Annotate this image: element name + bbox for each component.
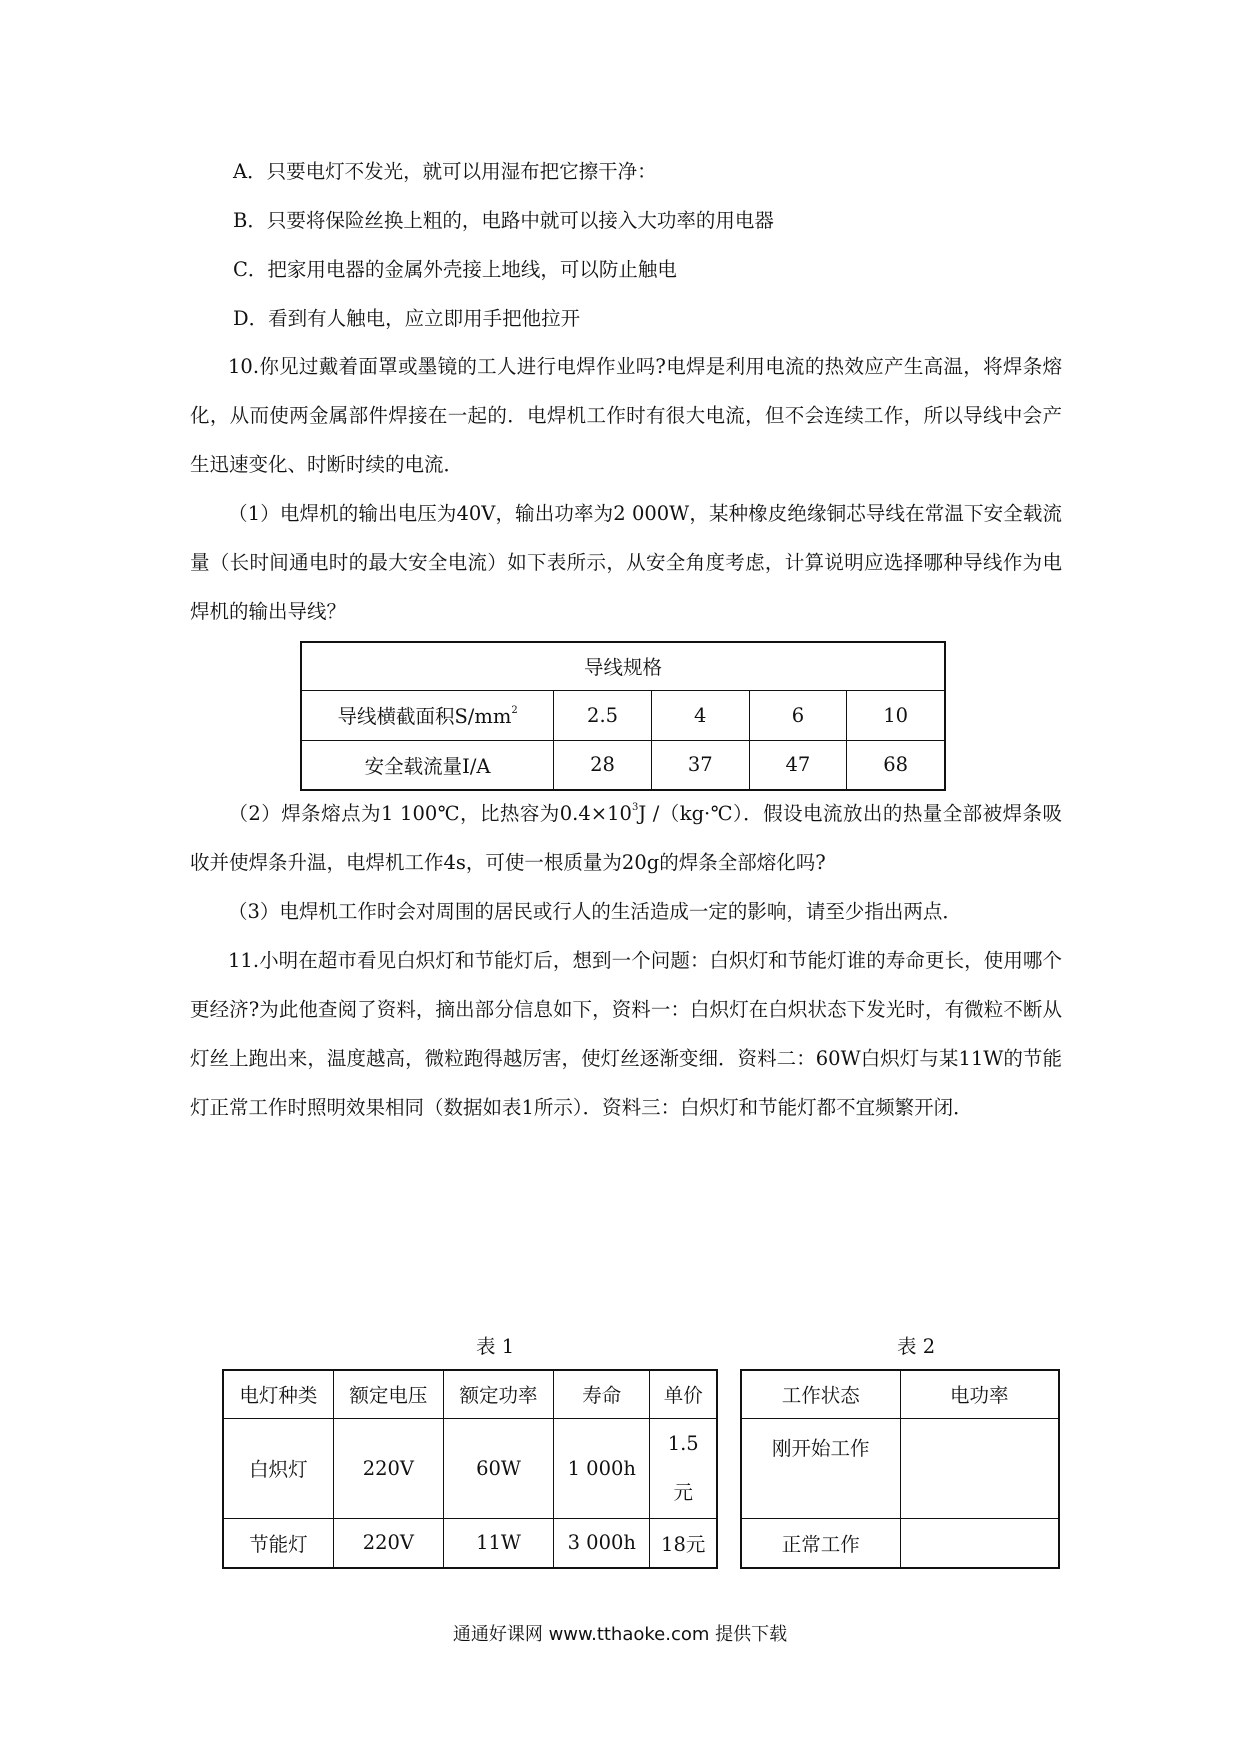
wire-table-row1-label: 导线横截面积$S/mm^2$ xyxy=(301,690,554,740)
wire-spec-table xyxy=(300,641,946,791)
q10-part3-text: （3）电焊机工作时会对周围的居民或行人的生活造成一定的影响，请至少指出两点． xyxy=(228,900,962,923)
lamp-table-cell: 11W xyxy=(443,1518,553,1568)
wire-table-cell: 68 xyxy=(847,740,945,790)
wire-table-title: 导线规格 xyxy=(301,642,945,690)
q10-part3 xyxy=(190,887,1062,936)
table2-caption: 表 2 xyxy=(897,1335,936,1358)
q10-intro xyxy=(190,342,1062,489)
q10-intro-text: 10.你见过戴着面罩或墨镜的工人进行电焊作业吗?电焊是利用电流的热效应产生高温，将焊条熔化，从而使两金属部件焊接在一起的．电焊机工作时有很大电流，但不会连续工作，所以导线中会产生迅速变化、时断时续的电流． xyxy=(190,355,1062,476)
wire-table-cell: 37 xyxy=(651,740,749,790)
q10-part1-text: （1）电焊机的输出电压为40V，输出功率为2 000W，某种橡皮绝缘铜芯导线在常温下安全载流量（长时间通电时的最大安全电流）如下表所示，从安全角度考虑，计算说明应选择哪种导线作为电焊机的输出导线？ xyxy=(190,502,1062,623)
price-unit: 元 xyxy=(673,1481,693,1504)
option-c: C．把家用电器的金属外壳接上地线，可以防止触电 xyxy=(233,258,677,281)
wire-table-cell: 47 xyxy=(749,740,847,790)
power-table xyxy=(740,1369,1060,1569)
lamp-table-header: 电灯种类 xyxy=(223,1370,333,1418)
q10-part2 xyxy=(190,789,1062,887)
power-table-cell xyxy=(900,1418,1059,1518)
lamp-table-cell: 3 000h xyxy=(554,1518,650,1568)
lamp-table-header: 额定功率 xyxy=(443,1370,553,1418)
lamp-table-header: 寿命 xyxy=(554,1370,650,1418)
lamp-table-cell: 节能灯 xyxy=(223,1518,333,1568)
option-b: B．只要将保险丝换上粗的，电路中就可以接入大功率的用电器 xyxy=(233,209,774,232)
q10-part2-text-b: J /（kg·℃）．假设电流放出的热量全部被焊条吸收并使焊条升温，电焊机工作4s，可使一根质量为20g的焊条全部熔化吗? xyxy=(190,802,1062,874)
option-d: D．看到有人触电，应立即用手把他拉开 xyxy=(233,307,581,330)
q11-text-body: 11.小明在超市看见白炽灯和节能灯后，想到一个问题：白炽灯和节能灯谁的寿命更长，使用哪个更经济?为此他查阅了资料，摘出部分信息如下，资料一：白炽灯在白炽状态下发光时，有微粒不断从灯丝上跑出来，温度越高，微粒跑得越厉害，使灯丝逐渐变细．资料二：60W白炽灯与某11W的节能灯正常工作时照明效果相同（数据如表1所示）．资料三：白炽灯和节能灯都不宜频繁开闭． xyxy=(190,949,1062,1119)
q10-part2-sup: 3 xyxy=(631,802,639,813)
lamp-table-cell: 220V xyxy=(333,1418,443,1518)
lamp-table-cell: 1 000h xyxy=(554,1418,650,1518)
wire-table-cell: 4 xyxy=(651,690,749,740)
lamp-table-header: 额定电压 xyxy=(333,1370,443,1418)
wire-table-cell: 2.5 xyxy=(554,690,652,740)
wire-table-cell: 28 xyxy=(554,740,652,790)
lamp-table-cell: 220V xyxy=(333,1518,443,1568)
power-table-header: 工作状态 xyxy=(741,1370,900,1418)
lamp-table-cell: 18元 xyxy=(650,1518,717,1568)
lamp-table-header: 单价 xyxy=(650,1370,717,1418)
lamp-table-cell: 60W xyxy=(443,1418,553,1518)
table1-caption: 表 1 xyxy=(476,1335,515,1358)
option-a: A．只要电灯不发光，就可以用湿布把它擦干净： xyxy=(233,160,657,183)
power-table-cell: 正常工作 xyxy=(741,1518,900,1568)
price-number: 1.5 xyxy=(667,1432,699,1455)
power-table-cell: 刚开始工作 xyxy=(741,1418,900,1518)
wire-table-row2-label: 安全载流量I/A xyxy=(301,740,554,790)
wire-table-cell: 6 xyxy=(749,690,847,740)
lamp-table-cell: 白炽灯 xyxy=(223,1418,333,1518)
q10-part2-text-a: （2）焊条熔点为1 100℃，比热容为0.4×10 xyxy=(228,802,632,825)
lamp-table xyxy=(222,1369,718,1569)
power-table-cell xyxy=(900,1518,1059,1568)
page-footer: 通通好课网 www.tthaoke.com 提供下载 xyxy=(452,1624,788,1645)
q10-part1 xyxy=(190,489,1062,636)
wire-table-cell: 10 xyxy=(847,690,945,740)
power-table-header: 电功率 xyxy=(900,1370,1059,1418)
q11-text xyxy=(190,936,1062,1132)
lamp-table-cell xyxy=(650,1418,717,1518)
